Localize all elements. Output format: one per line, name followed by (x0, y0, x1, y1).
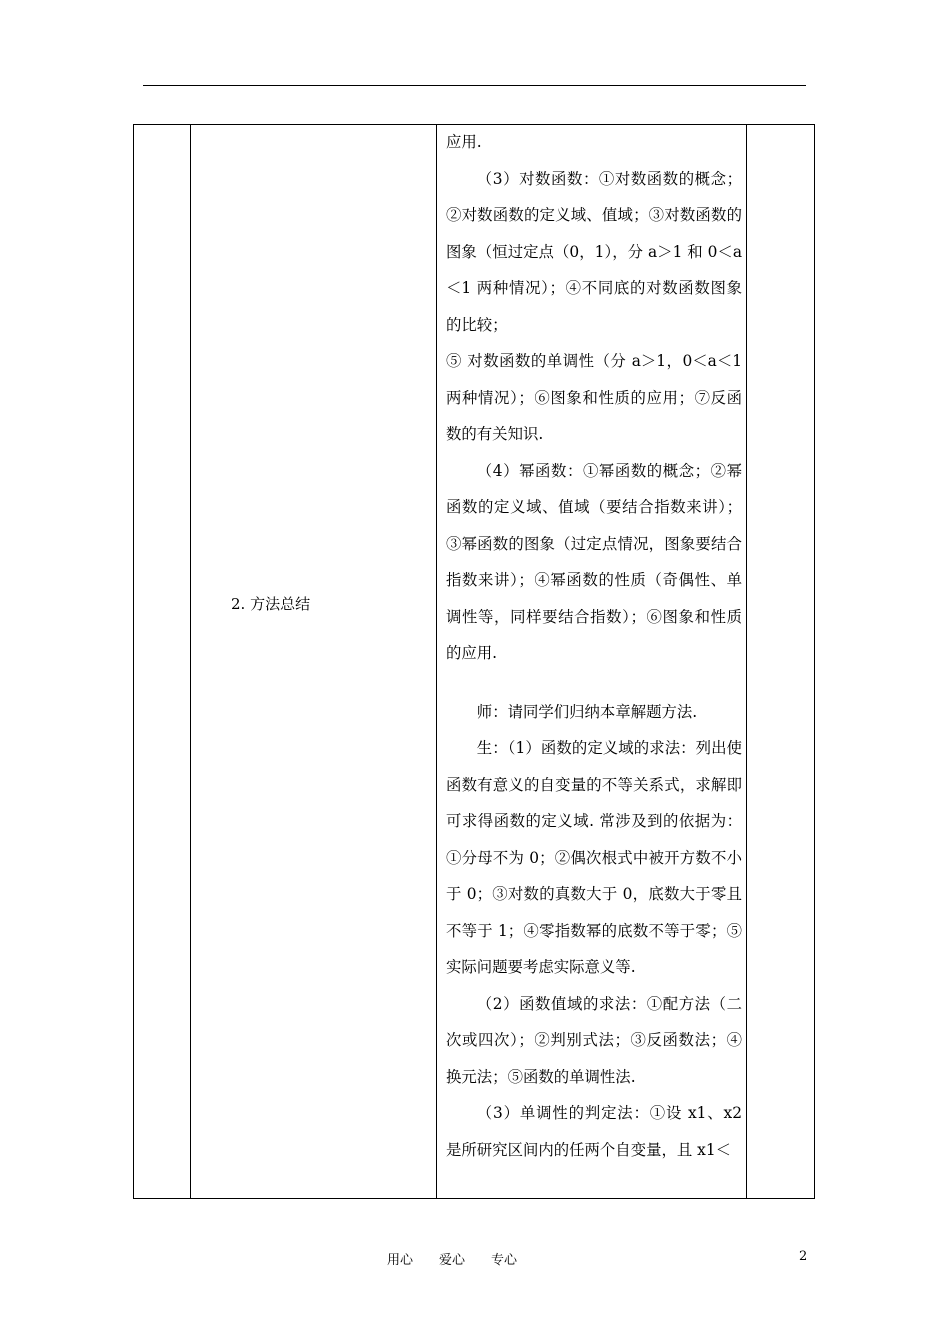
footer-motto: 用心 爱心 专心 (387, 1253, 518, 1268)
method-summary-label: 2. 方法总结 (231, 595, 311, 613)
content-paragraph: （2）函数值域的求法：①配方法（二次或四次）；②判别式法；③反函数法；④换元法；⑤函数的单调性法. (446, 994, 742, 1086)
header-rule (143, 85, 806, 86)
table-column-divider (746, 125, 747, 1198)
content-paragraph: （3）对数函数：①对数函数的概念；②对数函数的定义域、值域；③对数函数的图象（恒过定点（0，1），分 a＞1 和 0＜a＜1 两种情况）；④不同底的对数函数图象的比较； (446, 169, 742, 334)
page-number: 2 (799, 1249, 808, 1264)
content-paragraph: 应用. (446, 133, 482, 151)
content-paragraph: （4）幂函数：①幂函数的概念；②幂函数的定义域、值域（要结合指数来讲）；③幂函数的图象（过定点情况，图象要结合指数来讲）；④幂函数的性质（奇偶性、单调性等，同样要结合指数）；⑥图象和性质的应用. (446, 461, 742, 662)
paragraph-gap (446, 672, 742, 694)
table-column-divider (436, 125, 437, 1198)
content-paragraph: ⑤ 对数函数的单调性（分 a＞1，0＜a＜1 两种情况）；⑥图象和性质的应用；⑦反函数的有关知识. (446, 352, 742, 443)
teaching-content (446, 124, 742, 1168)
content-paragraph: 生：（1）函数的定义域的求法：列出使函数有意义的自变量的不等关系式，求解即可求得函数的定义域. 常涉及到的依据为：①分母不为 0；②偶次根式中被开方数不小于 0；③对数的真数大于 0，底数大于零且不等于 1；④零指数幂的底数不等于零；⑤实际问题要考虑实际意义等. (446, 739, 742, 976)
table-column-divider (190, 125, 191, 1198)
content-paragraph: （3）单调性的判定法：①设 x1、x2 是所研究区间内的任两个自变量，且 x1＜ (446, 1104, 742, 1159)
content-paragraph: 师：请同学们归纳本章解题方法. (476, 702, 698, 721)
